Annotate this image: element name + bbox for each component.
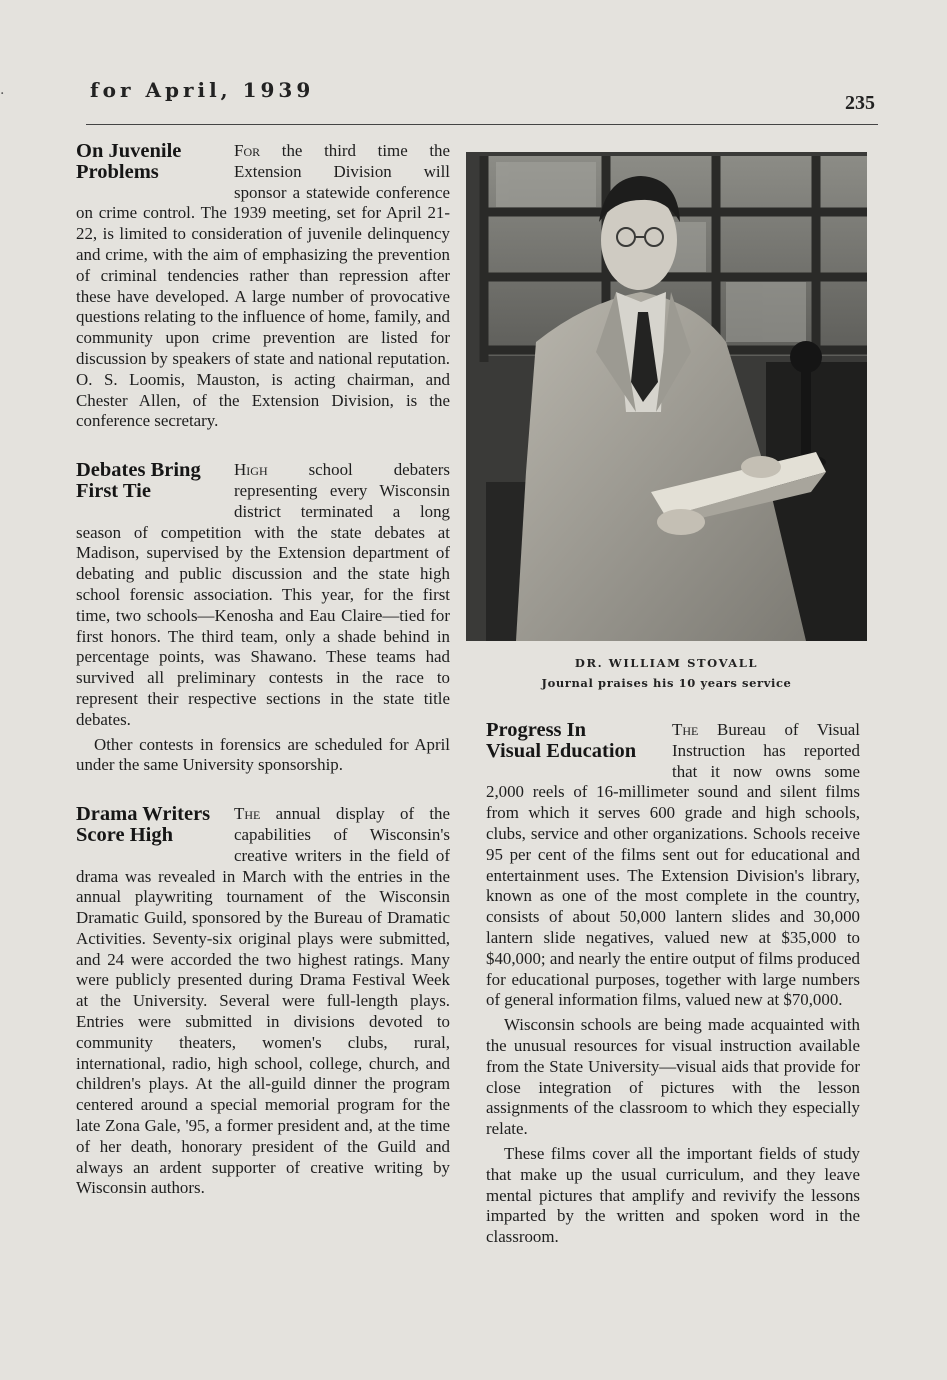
heading-line: Debates Bring [76,459,201,482]
page-number: 235 [845,92,875,114]
article-paragraph [76,804,450,1199]
paragraph-text: the third time the Extension Division will sponsor a statewide conference on crime control. The 1939 meeting, set for April 21-22, is limited to consideration of juvenile delinquency and crime, with the aim of emphasizing the prevention of criminal tendencies rather than repression after these have developed. A large number of provocative questions relating to the influence of home, family, and community upon crime prevention are listed for discussion by speakers of state and national reputation. O. S. Loomis, Mauston, is acting chairman, and Chester Allen, of the Extension Division, is the conference secretary. [76,141,450,431]
header-rule [86,124,878,125]
heading-line: Progress In [486,719,587,741]
article-paragraph: These films cover all the important fields of study that make up the usual curriculum, and they leave mental pictures that amplify and revivify the lessons imparted by the written and spoken word in the classroom. [486,1143,860,1247]
left-column [76,141,450,1199]
article-heading [76,460,226,502]
caption-subtitle: Journal praises his 10 years service [541,676,792,690]
heading-line: Score High [76,824,173,847]
margin-mark: · [0,86,5,102]
running-head: for April, 1939 [90,78,315,102]
heading-line: Drama Writers [76,803,211,826]
article-drama-writers [76,804,450,1199]
right-column [486,720,860,1248]
article-debates-first-tie [76,460,450,776]
article-heading [76,804,226,846]
heading-line: On Juvenile [76,140,182,162]
article-visual-education [486,720,860,1248]
heading-line: First Tie [76,480,151,503]
photo-caption [466,656,867,690]
lead-in: The [234,804,261,824]
paragraph-text: school debaters representing every Wisconsin district terminated a long season of competition with the state debates at Madison, supervised by the Extension department of debating and public discussion and the state high school forensic association. This year, for the first time, two schools—Kenosha and Eau Claire—tied for first honors. The third team, only a shade behind in percentage points, was Shawano. These teams had survived all preliminary contests in the race to represent their respective sections in the state title debates. [76,460,450,729]
article-paragraph: Wisconsin schools are being made acquainted with the unusual resources for visual instruction available from the State University—visual aids that provide for close integration of pictures with the lesson assignments of the classroom to which they especially relate. [486,1015,860,1139]
heading-line: Visual Education [486,740,637,762]
article-paragraph [486,720,860,1011]
article-paragraph [76,141,450,432]
article-heading [76,141,226,183]
article-paragraph: Other contests in forensics are scheduled for April under the same University sponsorship. [76,734,450,775]
lead-in: For [234,141,261,160]
paragraph-text: annual display of the capabilities of Wisconsin's creative writers in the field of drama was revealed in March with the entries in the annual playwriting tournament of the Wisconsin Dramatic Guild, sponsored by the Bureau of Dramatic Activities. Seventy-six original plays were submitted, and 24 were accorded the two highest ratings. Many were publicly presented during Drama Festival Week at the University. Several were full-length plays. Entries were submitted in divisions devoted to community theaters, women's clubs, rural, international, radio, high school, college, church, and children's plays. At the all-guild dinner the program centered around a special memorial program for the late Zona Gale, '95, a former president and, at the time of her death, honorary president of the Guild and always an ardent supporter of creative writing by Wisconsin authors. [76,804,450,1198]
caption-name: DR. WILLIAM STOVALL [574,656,759,670]
portrait-photo [466,152,867,641]
lead-in: High [234,460,268,480]
article-heading [486,720,664,762]
lead-in: The [672,720,699,739]
heading-line: Problems [76,161,159,183]
paragraph-text: Bureau of Visual Instruction has reported that it now owns some 2,000 reels of 16-millimeter sound and silent films from which it serves 600 grade and high schools, clubs, service and other organizations. Schools receive 95 per cent of the films sent out for educational and entertainment uses. The Extension Division's library, known as one of the most complete in the country, consists of about 50,000 lantern slides and 30,000 lantern slide negatives, valued new at $35,000 to $40,000; and nearly the entire output of films produced for educational purposes, together with large numbers of general information films, valued new at $70,000. [486,720,860,1010]
portrait-illustration [466,152,867,641]
article-juvenile-problems [76,141,450,432]
